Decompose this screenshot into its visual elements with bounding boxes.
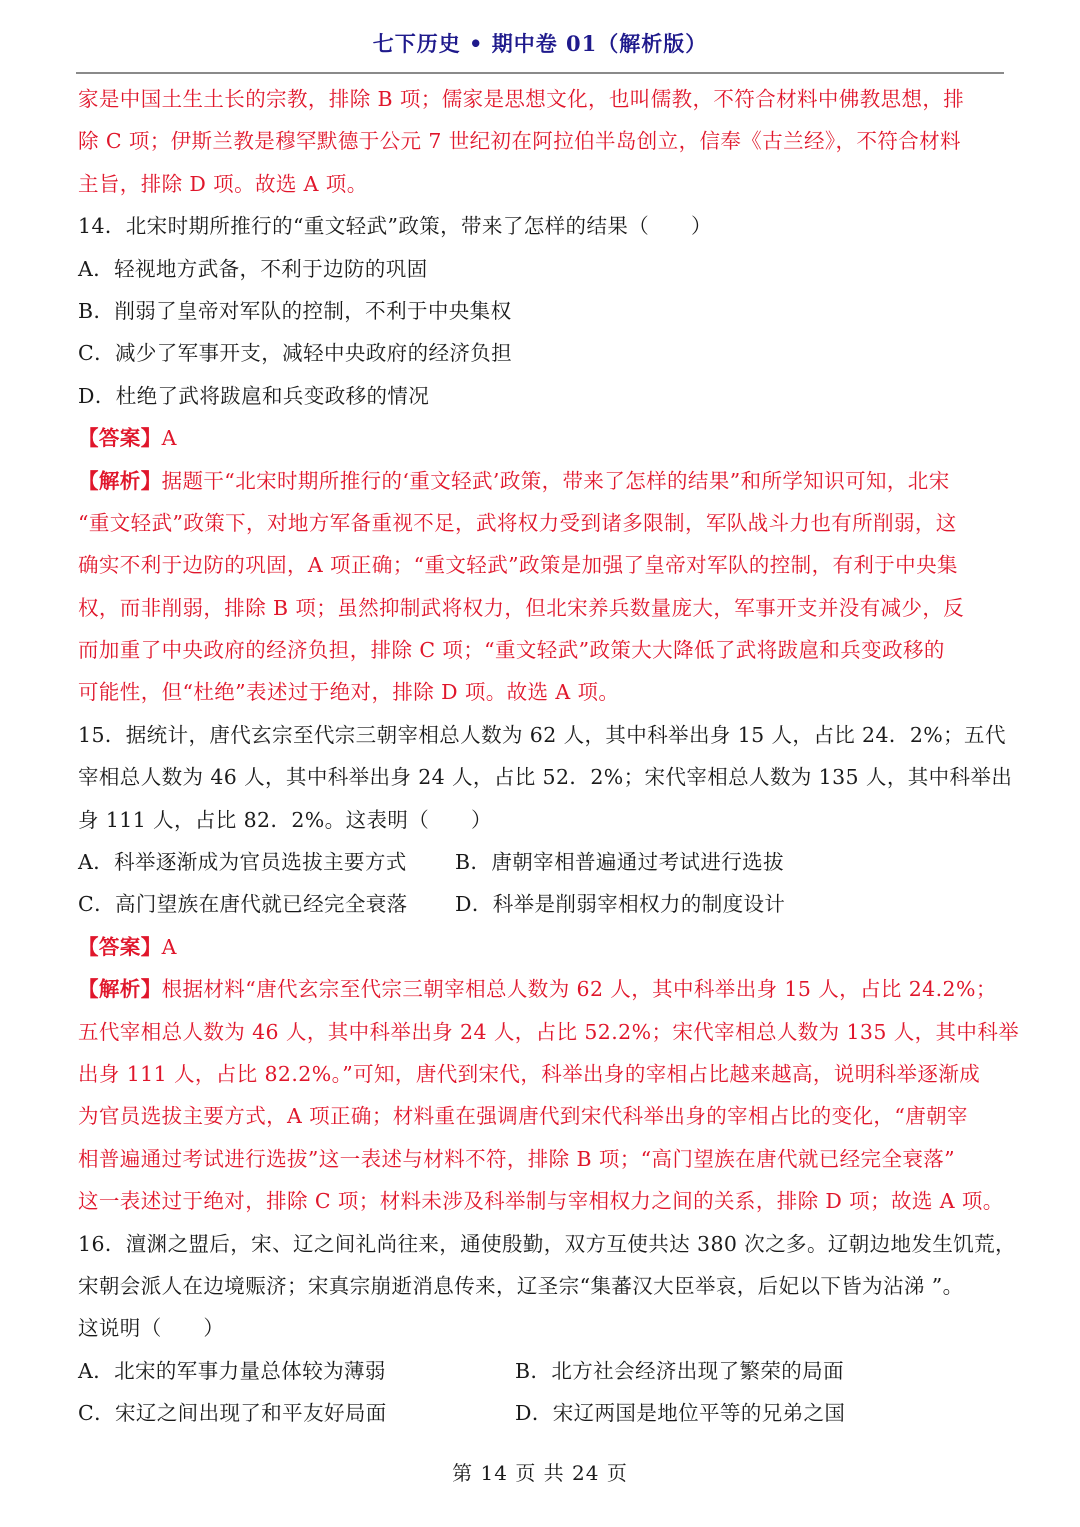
analysis-line: 确实不利于边防的巩固，A 项正确；“重文轻武”政策是加强了皇帝对军队的控制，有利于中央集 <box>78 553 958 578</box>
options-row <box>78 1350 1008 1392</box>
option-a: A．北宋的军事力量总体较为薄弱 <box>78 1358 386 1383</box>
question-stem: 14．北宋时期所推行的“重文轻武”政策，带来了怎样的结果（ ） <box>78 214 712 239</box>
question-stem: 宋朝会派人在边境赈济；宋真宗崩逝消息传来，辽圣宗“集蕃汉大臣举哀，后妃以下皆为沾涕 ”。 <box>78 1273 964 1298</box>
previous-analysis-tail <box>78 78 1008 205</box>
analysis-line: 出身 111 人，占比 82.2%。”可知，唐代到宋代，科举出身的宰相占比越来越高，说明科举逐渐成 <box>78 1061 981 1086</box>
answer-label: 【答案】 <box>78 426 162 451</box>
page-header-title: 七下历史 • 期中卷 01（解析版） <box>372 31 708 56</box>
options-row <box>78 841 1008 883</box>
analysis-line: 而加重了中央政府的经济负担，排除 C 项；“重文轻武”政策大大降低了武将跋扈和兵变政移的 <box>78 638 945 663</box>
analysis-line: 相普遍通过考试进行选拔”这一表述与材料不符，排除 B 项；“高门望族在唐代就已经完全衰落” <box>78 1146 956 1171</box>
question-stem: 16．澶渊之盟后，宋、辽之间礼尚往来，通使殷勤，双方互使共达 380 次之多。辽朝边地发生饥荒， <box>78 1231 1016 1256</box>
page-number-footer: 第 14 页 共 24 页 <box>452 1461 628 1485</box>
analysis-line: 权，而非削弱，排除 B 项；虽然抑制武将权力，但北宋养兵数量庞大，军事开支并没有减少，反 <box>78 595 965 620</box>
analysis-label: 【解析】 <box>78 468 162 493</box>
question-stem: 宰相总人数为 46 人，其中科举出身 24 人，占比 52．2%；宋代宰相总人数为 135 人，其中科举出 <box>78 765 1013 790</box>
question-stem: 身 111 人，占比 82．2%。这表明（ ） <box>78 807 492 832</box>
analysis-line: 五代宰相总人数为 46 人，其中科举出身 24 人，占比 52.2%；宋代宰相总人数为 135 人，其中科举 <box>78 1019 1020 1044</box>
option-c: C．宋辽之间出现了和平友好局面 <box>78 1401 387 1426</box>
option-d: D．科举是削弱宰相权力的制度设计 <box>455 892 786 917</box>
option-c: C．高门望族在唐代就已经完全衰落 <box>78 892 408 917</box>
analysis-line: 可能性，但“杜绝”表述过于绝对，排除 D 项。故选 A 项。 <box>78 680 620 705</box>
question-stem: 这说明（ ） <box>78 1316 225 1341</box>
option-b: B．唐朝宰相普遍通过考试进行选拔 <box>455 850 784 875</box>
answer-row <box>78 417 1008 459</box>
answer-value: A <box>161 426 177 451</box>
header-divider <box>76 72 1004 74</box>
analysis-line: 为官员选拔主要方式，A 项正确；材料重在强调唐代到宋代科举出身的宰相占比的变化，“唐朝宰 <box>78 1104 968 1129</box>
analysis-line: 除 C 项；伊斯兰教是穆罕默德于公元 7 世纪初在阿拉伯半岛创立，信奉《古兰经》，不符合材料 <box>78 129 961 154</box>
option-a: A．轻视地方武备，不利于边防的巩固 <box>78 256 428 281</box>
analysis-line: 这一表述过于绝对，排除 C 项；材料未涉及科举制与宰相权力之间的关系，排除 D 项；故选 A 项。 <box>78 1189 1004 1214</box>
analysis-line: 家是中国土生土长的宗教，排除 B 项；儒家是思想文化，也叫儒教，不符合材料中佛教思想，排 <box>78 87 965 111</box>
options-row <box>78 883 1008 925</box>
analysis-row <box>78 460 1008 502</box>
analysis-label: 【解析】 <box>78 977 162 1002</box>
option-b: B．削弱了皇帝对军队的控制，不利于中央集权 <box>78 298 512 323</box>
analysis-text: 据题干“北宋时期所推行的‘重文轻武’政策，带来了怎样的结果”和所学知识可知，北宋 <box>161 468 950 493</box>
option-b: B．北方社会经济出现了繁荣的局面 <box>515 1358 844 1383</box>
option-a: A．科举逐渐成为官员选拔主要方式 <box>78 850 407 875</box>
question-16 <box>78 1223 1016 1435</box>
option-d: D．杜绝了武将跋扈和兵变政移的情况 <box>78 383 430 408</box>
analysis-row <box>78 968 1008 1010</box>
option-d: D．宋辽两国是地位平等的兄弟之国 <box>515 1401 846 1426</box>
option-c: C．减少了军事开支，减轻中央政府的经济负担 <box>78 341 513 366</box>
options-row <box>78 1392 1008 1434</box>
question-stem: 15．据统计，唐代玄宗至代宗三朝宰相总人数为 62 人，其中科举出身 15 人，占比 24．2%；五代 <box>78 722 1006 747</box>
analysis-text: 根据材料“唐代玄宗至代宗三朝宰相总人数为 62 人，其中科举出身 15 人，占比 24.2%； <box>161 977 997 1002</box>
analysis-line: “重文轻武”政策下，对地方军备重视不足，武将权力受到诸多限制，军队战斗力也有所削弱，这 <box>78 510 957 535</box>
answer-value: A <box>161 934 177 959</box>
analysis-line: 主旨，排除 D 项。故选 A 项。 <box>78 171 368 196</box>
answer-row <box>78 926 1008 968</box>
question-14 <box>78 205 1008 714</box>
answer-label: 【答案】 <box>78 934 162 959</box>
question-15 <box>78 714 1020 1223</box>
page-content <box>78 78 1020 1435</box>
